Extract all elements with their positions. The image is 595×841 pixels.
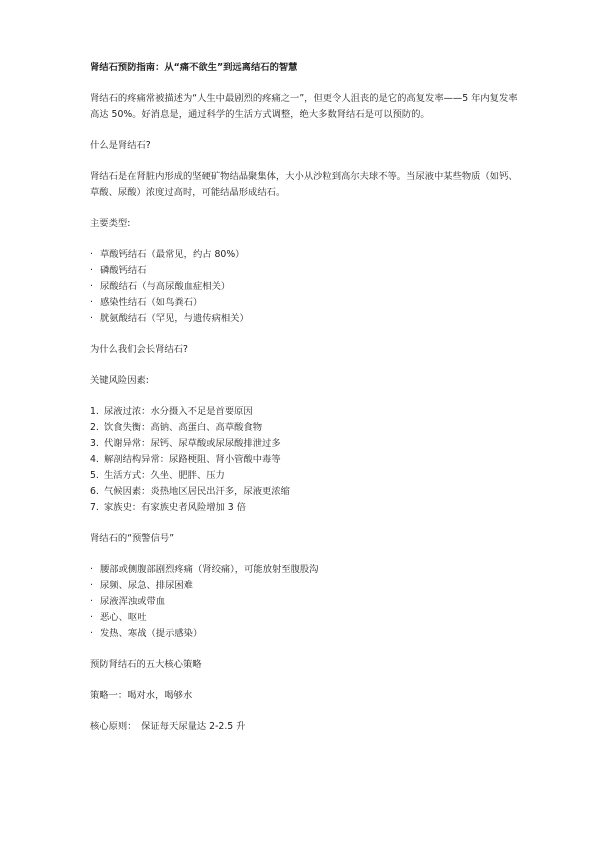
list-number: 3. xyxy=(90,438,99,449)
list-item-text: 家族史：有家族史者风险增加 3 倍 xyxy=(103,502,246,513)
list-item-text: 尿频、尿急、排尿困难 xyxy=(100,580,193,591)
core-principle: 核心原则： 保证每天尿量达 2-2.5 升 xyxy=(90,721,246,732)
bullet-marker: · xyxy=(90,628,93,639)
list-item-text: 气候因素：炎热地区居民出汗多，尿液更浓缩 xyxy=(103,486,290,497)
bullet-marker: · xyxy=(90,249,93,260)
list-number: 1. xyxy=(90,406,99,417)
bullet-marker: · xyxy=(90,313,93,324)
bullet-marker: · xyxy=(90,297,93,308)
list-item xyxy=(90,311,520,327)
list-item xyxy=(90,452,520,468)
list-item xyxy=(90,626,520,642)
list-number: 4. xyxy=(90,454,99,465)
bullet-marker: · xyxy=(90,265,93,276)
list-item-text: 生活方式：久坐、肥胖、压力 xyxy=(103,470,225,481)
list-item xyxy=(90,594,520,610)
list-item-text: 代谢异常：尿钙、尿草酸或尿尿酸排泄过多 xyxy=(103,438,281,449)
list-item-text: 尿酸结石（与高尿酸血症相关） xyxy=(100,281,231,292)
document-page xyxy=(90,60,520,750)
list-item xyxy=(90,436,520,452)
types-list xyxy=(90,247,520,327)
list-item xyxy=(90,404,520,420)
types-heading: 主要类型: xyxy=(90,218,131,229)
bullet-marker: · xyxy=(90,580,93,591)
list-item-text: 腰部或侧腹部剧烈疼痛（肾绞痛），可能放射至腹股沟 xyxy=(100,564,319,575)
list-item-text: 饮食失衡：高钠、高蛋白、高草酸食物 xyxy=(103,422,263,433)
list-item-text: 恶心、呕吐 xyxy=(100,612,147,623)
list-item-text: 草酸钙结石（最常见，约占 80%） xyxy=(100,249,245,260)
list-item-text: 尿液浑浊或带血 xyxy=(100,596,166,607)
bullet-marker: · xyxy=(90,564,93,575)
list-item xyxy=(90,247,520,263)
list-item-text: 感染性结石（如鸟粪石） xyxy=(100,297,203,308)
list-item xyxy=(90,295,520,311)
list-item xyxy=(90,279,520,295)
section-signals-heading: 肾结石的“预警信号” xyxy=(90,533,175,544)
list-item xyxy=(90,468,520,484)
list-item xyxy=(90,578,520,594)
risk-heading: 关键风险因素: xyxy=(90,375,149,386)
bullet-marker: · xyxy=(90,596,93,607)
list-item xyxy=(90,562,520,578)
strategy-one-heading: 策略一：喝对水，喝够水 xyxy=(90,690,193,701)
risk-list xyxy=(90,404,520,516)
list-item xyxy=(90,484,520,500)
list-item xyxy=(90,420,520,436)
list-item-text: 发热、寒战（提示感染） xyxy=(100,628,203,639)
document-title: 肾结石预防指南：从“痛不欲生”到远离结石的智慧 xyxy=(90,62,298,73)
list-item-text: 解剖结构异常：尿路梗阻、肾小管酸中毒等 xyxy=(103,454,281,465)
list-item-text: 尿液过浓：水分摄入不足是首要原因 xyxy=(103,406,253,417)
list-item-text: 胱氨酸结石（罕见，与遗传病相关） xyxy=(100,313,249,324)
what-paragraph: 肾结石是在肾脏内形成的坚硬矿物结晶聚集体，大小从沙粒到高尔夫球不等。当尿液中某些物质（如钙、草酸、尿酸）浓度过高时，可能结晶形成结石。 xyxy=(90,171,518,198)
list-number: 2. xyxy=(90,422,99,433)
section-what-heading: 什么是肾结石? xyxy=(90,140,151,151)
list-number: 5. xyxy=(90,470,99,481)
signals-list xyxy=(90,562,520,642)
section-why-heading: 为什么我们会长肾结石? xyxy=(90,344,188,355)
intro-paragraph: 肾结石的疼痛常被描述为“人生中最剧烈的疼痛之一”，但更令人沮丧的是它的高复发率——5 年内复发率高达 50%。好消息是，通过科学的生活方式调整，绝大多数肾结石是可以预防的。 xyxy=(90,93,518,120)
list-item-text: 磷酸钙结石 xyxy=(100,265,147,276)
list-item xyxy=(90,610,520,626)
list-item xyxy=(90,500,520,516)
list-number: 7. xyxy=(90,502,99,513)
list-number: 6. xyxy=(90,486,99,497)
bullet-marker: · xyxy=(90,281,93,292)
list-item xyxy=(90,263,520,279)
section-strategies-heading: 预防肾结石的五大核心策略 xyxy=(90,659,202,670)
bullet-marker: · xyxy=(90,612,93,623)
